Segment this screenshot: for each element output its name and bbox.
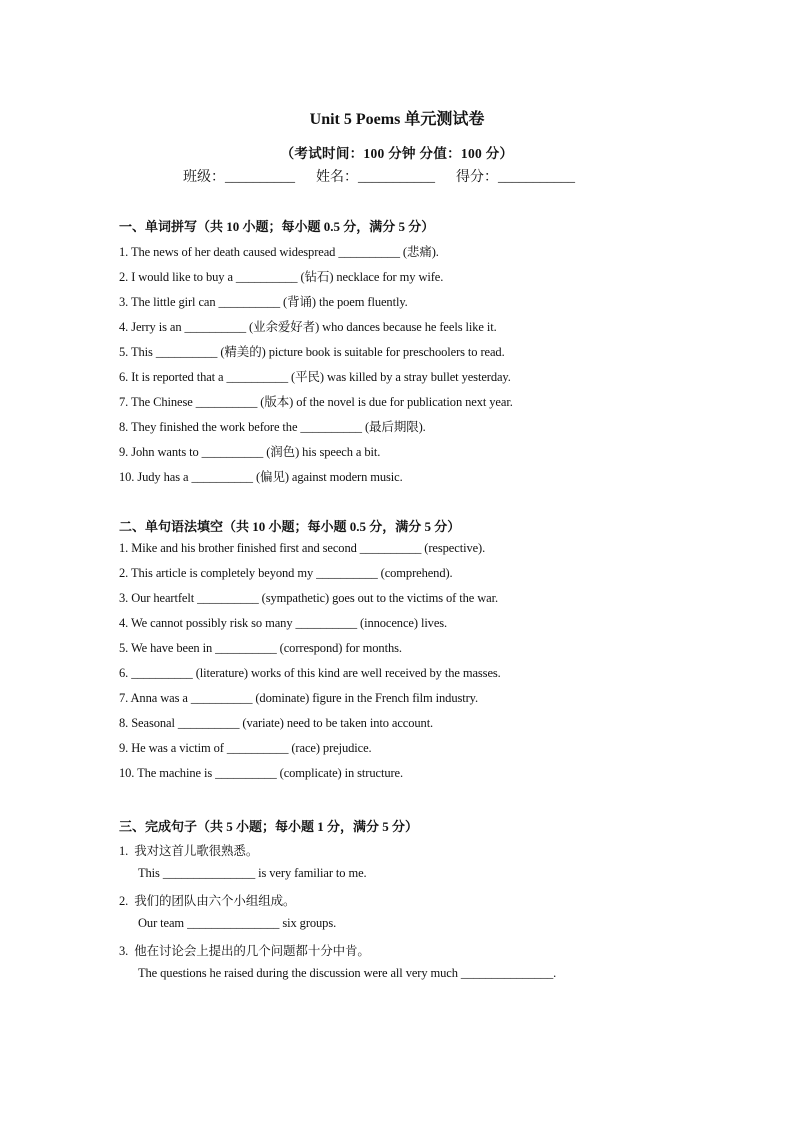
question-item: 4. We cannot possibly risk so many __________ (innocence) lives.	[119, 616, 448, 630]
question-item: 2. This article is completely beyond my __________ (comprehend).	[119, 566, 453, 580]
section-heading: 二、单句语法填空（共 10 小题；每小题 0.5 分，满分 5 分）	[119, 519, 461, 534]
translation-answer-line: The questions he raised during the discussion were all very much _______________.	[138, 966, 557, 980]
question-item: 10. The machine is __________ (complicate) in structure.	[119, 766, 404, 780]
question-item: 7. The Chinese __________ (版本) of the novel is due for publication next year.	[119, 395, 513, 409]
question-item: 8. They finished the work before the __________ (最后期限).	[119, 420, 426, 434]
exam-time-and-score: （考试时间：100 分钟 分值：100 分）	[280, 146, 514, 161]
question-item: 3. Our heartfelt __________ (sympathetic) goes out to the victims of the war.	[119, 591, 499, 605]
question-item: 9. John wants to __________ (润色) his speech a bit.	[119, 445, 381, 459]
translation-answer-line: Our team _______________ six groups.	[138, 916, 337, 930]
question-item: 8. Seasonal __________ (variate) need to be taken into account.	[119, 716, 434, 730]
translation-prompt: 1. 我对这首儿歌很熟悉。	[119, 844, 259, 858]
question-item: 1. The news of her death caused widespread __________ (悲痛).	[119, 245, 439, 259]
translation-prompt: 3. 他在讨论会上提出的几个问题都十分中肯。	[119, 944, 370, 958]
question-item: 2. I would like to buy a __________ (钻石) necklace for my wife.	[119, 270, 444, 284]
name-field: 姓名：___________	[316, 170, 435, 185]
question-item: 5. This __________ (精美的) picture book is suitable for preschoolers to read.	[119, 345, 505, 359]
question-item: 4. Jerry is an __________ (业余爱好者) who dances because he feels like it.	[119, 320, 497, 334]
question-item: 9. He was a victim of __________ (race) prejudice.	[119, 741, 372, 755]
question-item: 7. Anna was a __________ (dominate) figure in the French film industry.	[119, 691, 479, 705]
translation-prompt: 2. 我们的团队由六个小组组成。	[119, 894, 296, 908]
question-item: 6. __________ (literature) works of this kind are well received by the masses.	[119, 666, 501, 680]
section-heading: 一、单词拼写（共 10 小题；每小题 0.5 分，满分 5 分）	[119, 219, 435, 234]
question-item: 6. It is reported that a __________ (平民) was killed by a stray bullet yesterday.	[119, 370, 511, 384]
score-field: 得分：___________	[456, 170, 575, 185]
question-item: 3. The little girl can __________ (背诵) the poem fluently.	[119, 295, 408, 309]
question-item: 5. We have been in __________ (correspond) for months.	[119, 641, 402, 655]
class-field: 班级：__________	[183, 170, 295, 185]
student-info-row	[183, 166, 575, 186]
question-item: 10. Judy has a __________ (偏见) against modern music.	[119, 470, 403, 484]
translation-answer-line: This _______________ is very familiar to me.	[138, 866, 367, 880]
question-item: 1. Mike and his brother finished first and second __________ (respective).	[119, 541, 486, 555]
section-heading: 三、完成句子（共 5 小题；每小题 1 分，满分 5 分）	[119, 819, 419, 834]
page-title: Unit 5 Poems 单元测试卷	[309, 111, 485, 128]
